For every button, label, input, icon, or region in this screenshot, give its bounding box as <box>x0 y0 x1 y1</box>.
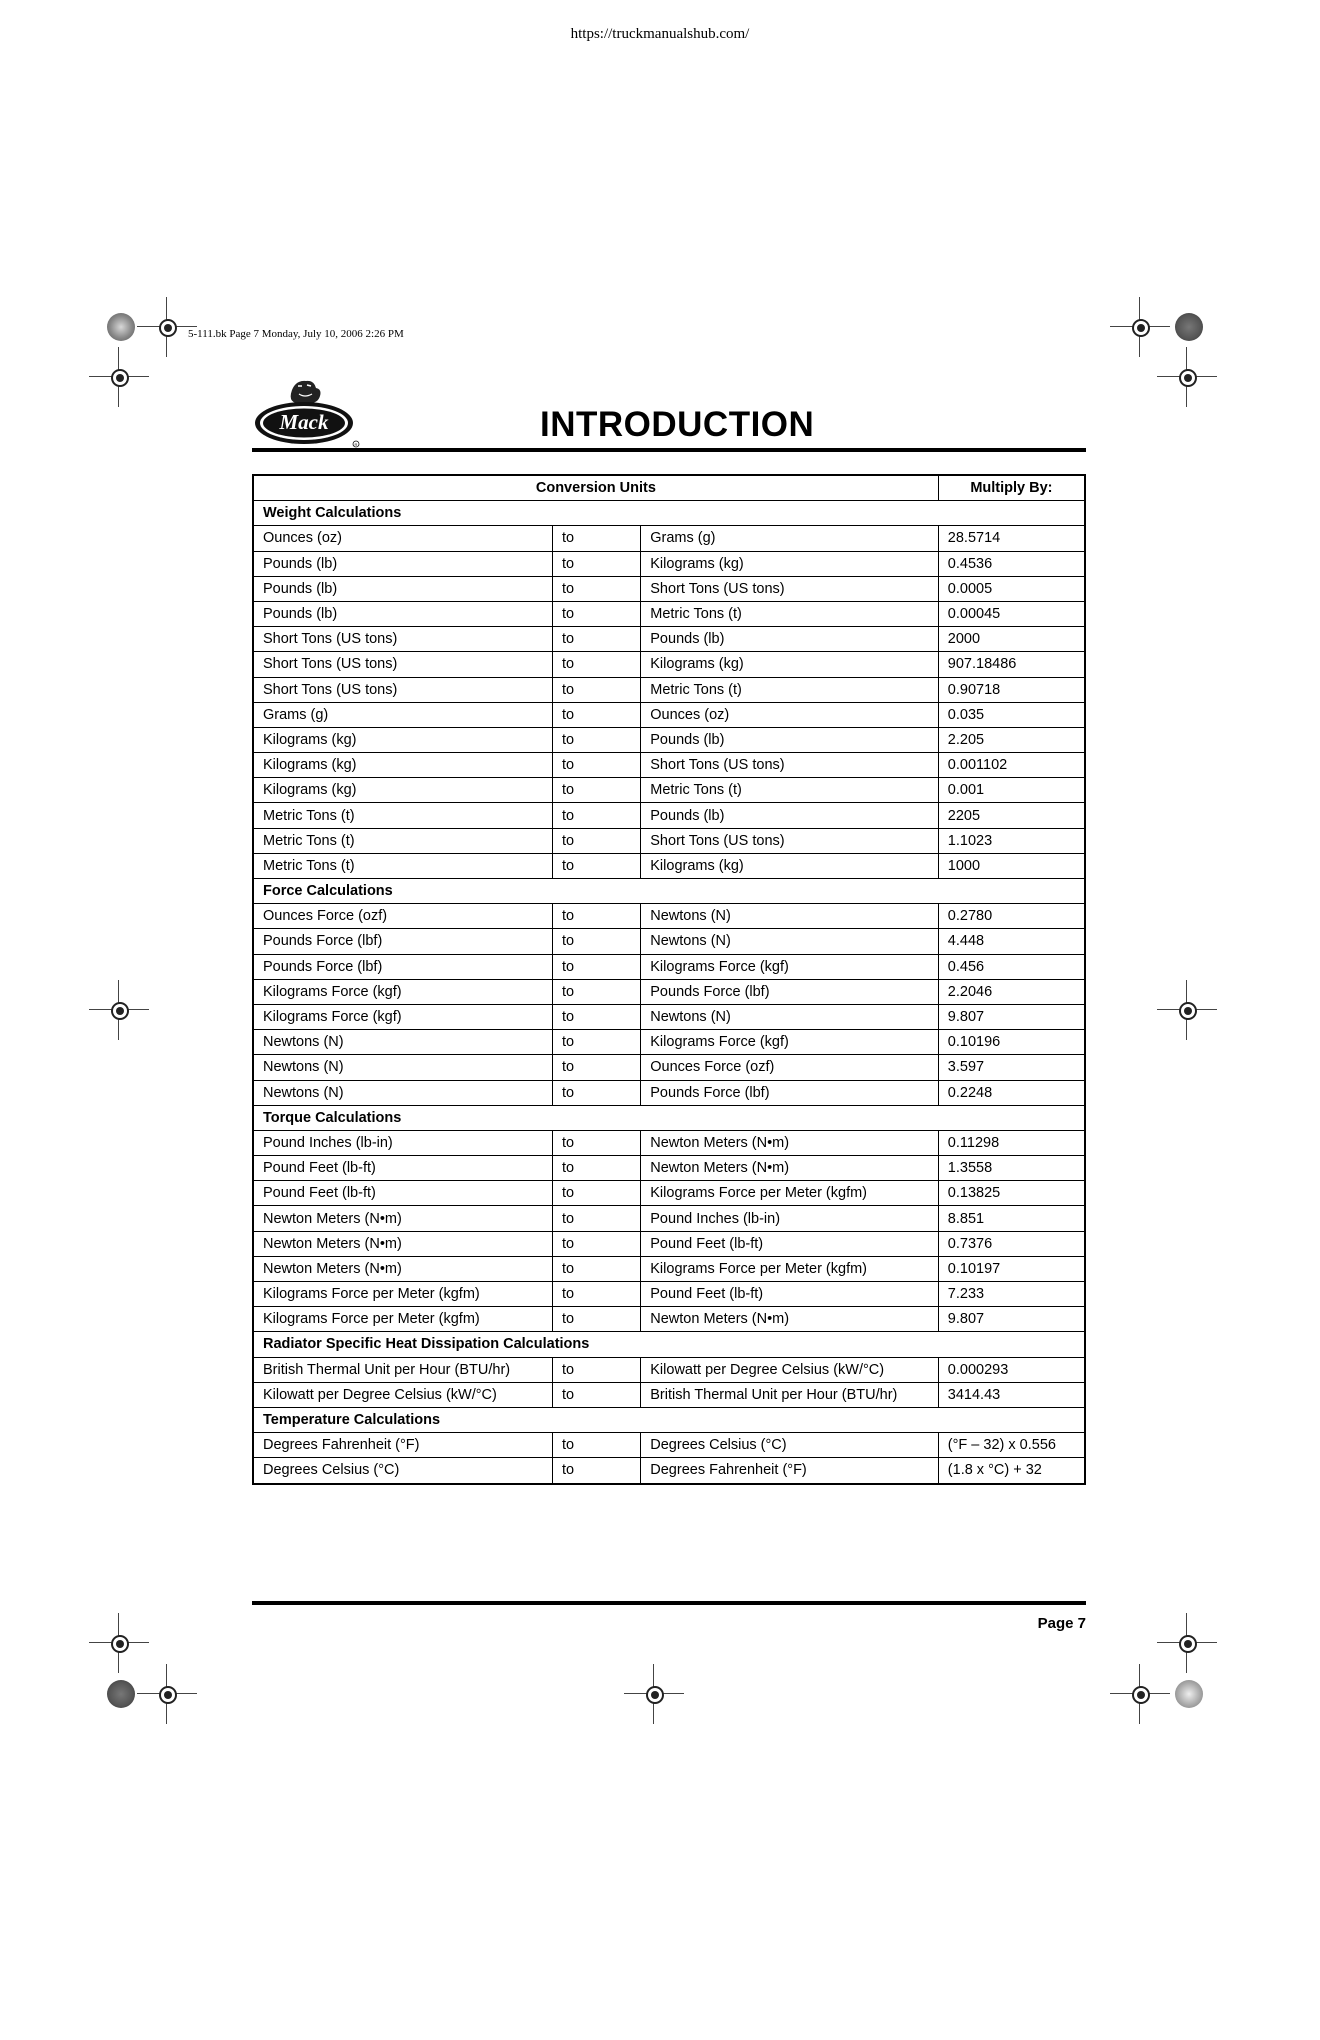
page-number: Page 7 <box>1037 1615 1086 1632</box>
factor-cell: 0.11298 <box>938 1130 1085 1155</box>
factor-cell: 0.90718 <box>938 677 1085 702</box>
to-unit-cell: Pounds Force (lbf) <box>641 979 939 1004</box>
factor-cell: (°F – 32) x 0.556 <box>938 1433 1085 1458</box>
to-unit-cell: Grams (g) <box>641 526 939 551</box>
factor-cell: 0.2248 <box>938 1080 1085 1105</box>
table-row <box>253 1231 1085 1256</box>
factor-cell: 7.233 <box>938 1282 1085 1307</box>
to-word-cell: to <box>553 727 641 752</box>
factor-cell: 0.4536 <box>938 551 1085 576</box>
to-word-cell: to <box>553 929 641 954</box>
from-unit-cell: Pounds Force (lbf) <box>253 929 553 954</box>
to-word-cell: to <box>553 1282 641 1307</box>
table-row <box>253 904 1085 929</box>
section-row <box>253 1105 1085 1130</box>
table-row <box>253 1357 1085 1382</box>
from-unit-cell: Newtons (N) <box>253 1055 553 1080</box>
to-word-cell: to <box>553 1130 641 1155</box>
factor-cell: 28.5714 <box>938 526 1085 551</box>
to-unit-cell: Newtons (N) <box>641 929 939 954</box>
color-target-icon <box>107 313 135 341</box>
to-word-cell: to <box>553 1206 641 1231</box>
from-unit-cell: Short Tons (US tons) <box>253 627 553 652</box>
factor-cell: 907.18486 <box>938 652 1085 677</box>
to-unit-cell: Metric Tons (t) <box>641 601 939 626</box>
to-unit-cell: Ounces Force (ozf) <box>641 1055 939 1080</box>
factor-cell: 0.035 <box>938 702 1085 727</box>
factor-cell: 0.10196 <box>938 1030 1085 1055</box>
to-word-cell: to <box>553 1231 641 1256</box>
table-row <box>253 1282 1085 1307</box>
title-rule <box>252 448 1086 452</box>
to-word-cell: to <box>553 1055 641 1080</box>
table-row <box>253 627 1085 652</box>
from-unit-cell: Pound Inches (lb-in) <box>253 1130 553 1155</box>
from-unit-cell: Pound Feet (lb-ft) <box>253 1181 553 1206</box>
factor-cell: 0.7376 <box>938 1231 1085 1256</box>
table-row <box>253 929 1085 954</box>
to-unit-cell: Pound Feet (lb-ft) <box>641 1282 939 1307</box>
from-unit-cell: Ounces (oz) <box>253 526 553 551</box>
table-row <box>253 526 1085 551</box>
from-unit-cell: Kilowatt per Degree Celsius (kW/°C) <box>253 1382 553 1407</box>
to-word-cell: to <box>553 979 641 1004</box>
table-row <box>253 551 1085 576</box>
from-unit-cell: Short Tons (US tons) <box>253 652 553 677</box>
to-unit-cell: Kilograms Force (kgf) <box>641 1030 939 1055</box>
to-word-cell: to <box>553 904 641 929</box>
table-row <box>253 1130 1085 1155</box>
to-word-cell: to <box>553 1307 641 1332</box>
from-unit-cell: Grams (g) <box>253 702 553 727</box>
to-word-cell: to <box>553 1458 641 1484</box>
from-unit-cell: British Thermal Unit per Hour (BTU/hr) <box>253 1357 553 1382</box>
from-unit-cell: Pounds (lb) <box>253 601 553 626</box>
to-word-cell: to <box>553 627 641 652</box>
to-unit-cell: British Thermal Unit per Hour (BTU/hr) <box>641 1382 939 1407</box>
factor-cell: 4.448 <box>938 929 1085 954</box>
to-unit-cell: Pound Inches (lb-in) <box>641 1206 939 1231</box>
footer-rule <box>252 1601 1086 1605</box>
table-row <box>253 1181 1085 1206</box>
table-row <box>253 1004 1085 1029</box>
to-word-cell: to <box>553 1080 641 1105</box>
factor-cell: 8.851 <box>938 1206 1085 1231</box>
from-unit-cell: Kilograms (kg) <box>253 753 553 778</box>
table-row <box>253 1382 1085 1407</box>
to-word-cell: to <box>553 702 641 727</box>
to-unit-cell: Short Tons (US tons) <box>641 753 939 778</box>
from-unit-cell: Kilograms Force per Meter (kgfm) <box>253 1307 553 1332</box>
to-word-cell: to <box>553 551 641 576</box>
to-unit-cell: Kilograms (kg) <box>641 853 939 878</box>
table-row <box>253 753 1085 778</box>
to-word-cell: to <box>553 652 641 677</box>
to-unit-cell: Degrees Celsius (°C) <box>641 1433 939 1458</box>
factor-cell: 0.10197 <box>938 1256 1085 1281</box>
registration-mark-icon <box>1157 347 1217 407</box>
factor-cell: 9.807 <box>938 1004 1085 1029</box>
to-word-cell: to <box>553 1156 641 1181</box>
from-unit-cell: Degrees Celsius (°C) <box>253 1458 553 1484</box>
to-word-cell: to <box>553 601 641 626</box>
from-unit-cell: Pound Feet (lb-ft) <box>253 1156 553 1181</box>
factor-cell: 3.597 <box>938 1055 1085 1080</box>
page-title: INTRODUCTION <box>540 405 815 444</box>
to-unit-cell: Ounces (oz) <box>641 702 939 727</box>
registration-mark-icon <box>1157 980 1217 1040</box>
from-unit-cell: Ounces Force (ozf) <box>253 904 553 929</box>
factor-cell: 0.2780 <box>938 904 1085 929</box>
to-word-cell: to <box>553 1030 641 1055</box>
factor-cell: (1.8 x °C) + 32 <box>938 1458 1085 1484</box>
to-word-cell: to <box>553 1382 641 1407</box>
to-unit-cell: Newton Meters (N•m) <box>641 1130 939 1155</box>
color-target-icon <box>1175 1680 1203 1708</box>
to-word-cell: to <box>553 853 641 878</box>
table-row <box>253 1156 1085 1181</box>
to-word-cell: to <box>553 828 641 853</box>
to-unit-cell: Short Tons (US tons) <box>641 576 939 601</box>
section-title: Temperature Calculations <box>253 1407 1085 1432</box>
table-row <box>253 1256 1085 1281</box>
to-word-cell: to <box>553 1004 641 1029</box>
factor-cell: 0.001 <box>938 778 1085 803</box>
from-unit-cell: Pounds (lb) <box>253 576 553 601</box>
table-row <box>253 677 1085 702</box>
from-unit-cell: Pounds (lb) <box>253 551 553 576</box>
registration-mark-icon <box>1110 1664 1170 1724</box>
factor-cell: 9.807 <box>938 1307 1085 1332</box>
section-row <box>253 1407 1085 1432</box>
to-unit-cell: Kilowatt per Degree Celsius (kW/°C) <box>641 1357 939 1382</box>
to-unit-cell: Metric Tons (t) <box>641 778 939 803</box>
to-word-cell: to <box>553 526 641 551</box>
from-unit-cell: Newtons (N) <box>253 1030 553 1055</box>
to-word-cell: to <box>553 1357 641 1382</box>
to-unit-cell: Pounds (lb) <box>641 803 939 828</box>
section-row <box>253 501 1085 526</box>
to-word-cell: to <box>553 576 641 601</box>
from-unit-cell: Kilograms (kg) <box>253 778 553 803</box>
registration-mark-icon <box>137 1664 197 1724</box>
table-body <box>253 501 1085 1484</box>
source-url: https://truckmanualshub.com/ <box>570 26 750 42</box>
from-unit-cell: Metric Tons (t) <box>253 853 553 878</box>
table-header-row <box>253 475 1085 501</box>
table-row <box>253 1458 1085 1484</box>
factor-cell: 3414.43 <box>938 1382 1085 1407</box>
section-title: Weight Calculations <box>253 501 1085 526</box>
section-title: Force Calculations <box>253 879 1085 904</box>
to-unit-cell: Newton Meters (N•m) <box>641 1156 939 1181</box>
to-unit-cell: Kilograms (kg) <box>641 652 939 677</box>
table-row <box>253 1433 1085 1458</box>
table-row <box>253 702 1085 727</box>
to-word-cell: to <box>553 803 641 828</box>
factor-cell: 0.0005 <box>938 576 1085 601</box>
table-row <box>253 576 1085 601</box>
section-title: Radiator Specific Heat Dissipation Calculations <box>253 1332 1085 1357</box>
from-unit-cell: Kilograms Force per Meter (kgfm) <box>253 1282 553 1307</box>
to-unit-cell: Pound Feet (lb-ft) <box>641 1231 939 1256</box>
table-row <box>253 1030 1085 1055</box>
from-unit-cell: Kilograms (kg) <box>253 727 553 752</box>
registration-mark-icon <box>89 980 149 1040</box>
table-row <box>253 1206 1085 1231</box>
from-unit-cell: Newtons (N) <box>253 1080 553 1105</box>
color-target-icon <box>1175 313 1203 341</box>
header-multiply-by: Multiply By: <box>938 475 1085 501</box>
to-unit-cell: Pounds (lb) <box>641 627 939 652</box>
to-unit-cell: Metric Tons (t) <box>641 677 939 702</box>
print-slug: 5-111.bk Page 7 Monday, July 10, 2006 2:26 PM <box>188 328 404 340</box>
from-unit-cell: Newton Meters (N•m) <box>253 1206 553 1231</box>
to-unit-cell: Kilograms Force per Meter (kgfm) <box>641 1181 939 1206</box>
from-unit-cell: Metric Tons (t) <box>253 828 553 853</box>
to-unit-cell: Newton Meters (N•m) <box>641 1307 939 1332</box>
factor-cell: 0.00045 <box>938 601 1085 626</box>
from-unit-cell: Pounds Force (lbf) <box>253 954 553 979</box>
table-row <box>253 828 1085 853</box>
table-row <box>253 803 1085 828</box>
to-unit-cell: Kilograms Force (kgf) <box>641 954 939 979</box>
table-row <box>253 1080 1085 1105</box>
logo-wordmark: Mack <box>279 410 329 434</box>
to-unit-cell: Newtons (N) <box>641 904 939 929</box>
table-row <box>253 778 1085 803</box>
svg-text:R: R <box>354 442 358 447</box>
table-row <box>253 1307 1085 1332</box>
header-conversion-units: Conversion Units <box>253 475 938 501</box>
from-unit-cell: Metric Tons (t) <box>253 803 553 828</box>
from-unit-cell: Degrees Fahrenheit (°F) <box>253 1433 553 1458</box>
factor-cell: 1.1023 <box>938 828 1085 853</box>
table-row <box>253 853 1085 878</box>
factor-cell: 1.3558 <box>938 1156 1085 1181</box>
registration-mark-icon <box>89 347 149 407</box>
section-row <box>253 879 1085 904</box>
to-word-cell: to <box>553 753 641 778</box>
from-unit-cell: Short Tons (US tons) <box>253 677 553 702</box>
to-unit-cell: Pounds Force (lbf) <box>641 1080 939 1105</box>
factor-cell: 1000 <box>938 853 1085 878</box>
factor-cell: 2.2046 <box>938 979 1085 1004</box>
registration-mark-icon <box>624 1664 684 1724</box>
factor-cell: 2.205 <box>938 727 1085 752</box>
to-unit-cell: Kilograms (kg) <box>641 551 939 576</box>
to-word-cell: to <box>553 1181 641 1206</box>
table-row <box>253 601 1085 626</box>
factor-cell: 0.000293 <box>938 1357 1085 1382</box>
from-unit-cell: Kilograms Force (kgf) <box>253 979 553 1004</box>
table-row <box>253 954 1085 979</box>
to-unit-cell: Newtons (N) <box>641 1004 939 1029</box>
to-word-cell: to <box>553 778 641 803</box>
factor-cell: 0.13825 <box>938 1181 1085 1206</box>
to-word-cell: to <box>553 677 641 702</box>
from-unit-cell: Kilograms Force (kgf) <box>253 1004 553 1029</box>
factor-cell: 2205 <box>938 803 1085 828</box>
mack-logo <box>252 376 362 450</box>
to-unit-cell: Degrees Fahrenheit (°F) <box>641 1458 939 1484</box>
section-title: Torque Calculations <box>253 1105 1085 1130</box>
to-unit-cell: Pounds (lb) <box>641 727 939 752</box>
table-row <box>253 652 1085 677</box>
table-row <box>253 979 1085 1004</box>
from-unit-cell: Newton Meters (N•m) <box>253 1231 553 1256</box>
factor-cell: 0.001102 <box>938 753 1085 778</box>
to-unit-cell: Kilograms Force per Meter (kgfm) <box>641 1256 939 1281</box>
conversion-table <box>252 474 1086 1485</box>
table-row <box>253 727 1085 752</box>
to-word-cell: to <box>553 1433 641 1458</box>
to-word-cell: to <box>553 954 641 979</box>
color-target-icon <box>107 1680 135 1708</box>
from-unit-cell: Newton Meters (N•m) <box>253 1256 553 1281</box>
to-unit-cell: Short Tons (US tons) <box>641 828 939 853</box>
table-row <box>253 1055 1085 1080</box>
factor-cell: 0.456 <box>938 954 1085 979</box>
section-row <box>253 1332 1085 1357</box>
to-word-cell: to <box>553 1256 641 1281</box>
factor-cell: 2000 <box>938 627 1085 652</box>
